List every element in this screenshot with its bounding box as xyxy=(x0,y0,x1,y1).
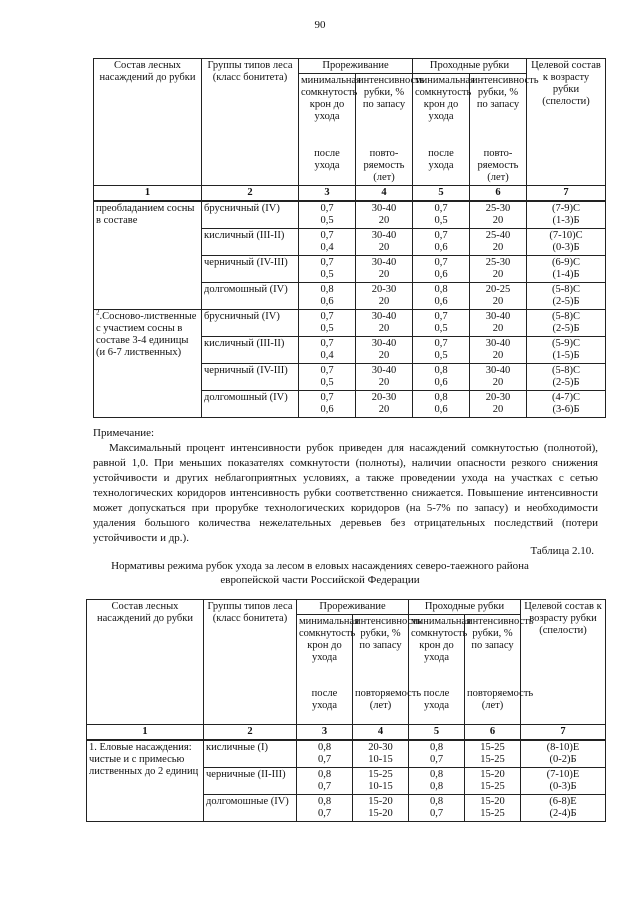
intensity-cell xyxy=(470,363,527,390)
page-number: 90 xyxy=(314,19,326,31)
min-density-cell xyxy=(409,768,465,795)
intensity-cell xyxy=(465,768,521,795)
intensity-cell-value: 15-20 xyxy=(480,796,505,807)
min-density-cell-value: 0,8 xyxy=(429,742,444,753)
min-density-cell-value: 0,7 xyxy=(434,310,448,322)
min-density-cell xyxy=(299,363,356,390)
group-label-cell: 1. Еловые насаждения: чистые и с примесью лиственных до 2 единиц xyxy=(87,740,204,822)
min-density-cell xyxy=(299,255,356,282)
target-composition-cell-value: (1-4)Б xyxy=(552,268,580,280)
intensity-cell-value: 30-40 xyxy=(371,364,397,376)
intensity-cell-value: 10-15 xyxy=(368,754,393,765)
min-density-cell-value: 0,4 xyxy=(320,349,334,361)
target-composition-cell xyxy=(527,363,606,390)
after-care-header: после ухода xyxy=(299,147,356,186)
note-block xyxy=(93,426,598,546)
min-density-cell-value: 0,5 xyxy=(434,349,448,361)
min-density-cell-value: 0,7 xyxy=(320,364,334,376)
min-density-cell-value: 0,5 xyxy=(320,376,334,388)
target-composition-cell xyxy=(527,390,606,417)
min-density-cell xyxy=(297,768,353,795)
target-composition-cell xyxy=(527,228,606,255)
intensity-cell-value: 20-25 xyxy=(485,283,511,295)
intensity-header: интенсивность рубки, % по запасу xyxy=(353,615,409,687)
intensity-cell-value: 25-40 xyxy=(485,229,511,241)
min-density-cell-value: 0,7 xyxy=(320,256,334,268)
note-paragraph: Максимальный процент интенсивности рубок приведен для насаждений сомкнутостью (полнотой), равной 1,0. При меньших показателях сомкнутости (полноты), наличии опасности резкого снижения устойчивости и других неблагоприятных условиях, а также проведении ухода на участках с сетью технологических коридоров интенсивность рубки соответственно снижается. Повышение интенсивности может допускаться при прорубке технологических коридоров (на 5-7% по запасу) и необходимости удаления большого количества нежелательных деревьев без отрицательных последствий (потери устойчивости и др.). xyxy=(93,442,598,544)
min-density-cell-value: 0,8 xyxy=(317,769,332,780)
repeat-header: повто-ряемость (лет) xyxy=(470,147,527,186)
target-composition-cell xyxy=(527,201,606,229)
min-density-cell-value: 0,8 xyxy=(320,283,334,295)
col-number: 6 xyxy=(465,725,521,741)
table2-header xyxy=(87,600,606,741)
col-target-header: Целевой состав к возрасту рубки (спелости) xyxy=(527,59,606,186)
intensity-cell-value: 30-40 xyxy=(371,202,397,214)
intensity-cell-value: 20 xyxy=(492,214,504,226)
min-density-cell-value: 0,7 xyxy=(320,202,334,214)
min-density-cell xyxy=(299,309,356,336)
intensity-cell-value: 15-25 xyxy=(480,742,505,753)
intensity-cell-value: 20 xyxy=(378,295,390,307)
table2-body xyxy=(87,740,606,822)
intensity-cell xyxy=(356,255,413,282)
target-composition-cell-value: (8-10)Е xyxy=(546,742,580,753)
min-density-cell-value: 0,6 xyxy=(434,241,448,253)
target-composition-cell-value: (6-9)С xyxy=(552,256,580,268)
min-density-header: минимальная сомкнутость крон до ухода xyxy=(299,74,356,147)
intensity-cell-value: 20 xyxy=(378,403,390,415)
intensity-cell-value: 20-30 xyxy=(371,391,397,403)
col-number: 2 xyxy=(204,725,297,741)
intensity-cell xyxy=(470,282,527,309)
min-density-cell xyxy=(297,795,353,822)
intensity-cell-value: 10-15 xyxy=(368,781,393,792)
forest-type-cell: кисличные (I) xyxy=(204,740,297,768)
forest-type-cell: черничные (II-III) xyxy=(204,768,297,795)
min-density-cell-value: 0,8 xyxy=(429,796,444,807)
target-composition-cell-value: (4-7)С xyxy=(552,391,580,403)
col-number: 5 xyxy=(413,185,470,201)
intensity-header: интенсивность рубки, % по запасу xyxy=(356,74,413,147)
target-composition-cell-value: (2-4)Б xyxy=(549,808,577,819)
min-density-cell-value: 0,7 xyxy=(429,754,444,765)
intensity-cell xyxy=(353,768,409,795)
intensity-cell-value: 30-40 xyxy=(485,310,511,322)
intensity-cell xyxy=(356,282,413,309)
min-density-cell xyxy=(413,390,470,417)
target-composition-cell xyxy=(521,795,606,822)
target-composition-cell xyxy=(527,309,606,336)
forest-type-cell: брусничный (IV) xyxy=(202,309,299,336)
min-density-cell-value: 0,4 xyxy=(320,241,334,253)
intensity-cell-value: 20 xyxy=(378,322,390,334)
intensity-cell xyxy=(356,201,413,229)
target-composition-cell xyxy=(521,768,606,795)
intensity-cell xyxy=(465,795,521,822)
min-density-cell-value: 0,6 xyxy=(320,403,334,415)
table-row xyxy=(94,309,606,336)
target-composition-cell-value: (5-8)С xyxy=(552,283,580,295)
min-density-cell xyxy=(299,282,356,309)
min-density-cell-value: 0,6 xyxy=(320,295,334,307)
min-density-cell xyxy=(413,282,470,309)
target-composition-cell-value: (5-9)С xyxy=(552,337,580,349)
min-density-cell-value: 0,5 xyxy=(320,268,334,280)
intensity-cell-value: 15-20 xyxy=(368,808,393,819)
min-density-cell xyxy=(413,309,470,336)
min-density-cell-value: 0,8 xyxy=(429,769,444,780)
target-composition-cell-value: (0-3)Б xyxy=(552,241,580,253)
forest-type-cell: черничный (IV-III) xyxy=(202,255,299,282)
target-composition-cell-value: (1-5)Б xyxy=(552,349,580,361)
min-density-cell-value: 0,8 xyxy=(317,796,332,807)
intensity-cell xyxy=(470,336,527,363)
target-composition-cell-value: (0-2)Б xyxy=(549,754,577,765)
intensity-cell-value: 30-40 xyxy=(371,229,397,241)
min-density-cell-value: 0,6 xyxy=(434,376,448,388)
after-care-header: после ухода xyxy=(297,687,353,725)
intensity-cell xyxy=(353,740,409,768)
min-density-cell xyxy=(299,390,356,417)
repeat-header: повторяемость (лет) xyxy=(465,687,521,725)
col-passing-header: Проходные рубки xyxy=(413,59,527,74)
min-density-header: минимальная сомкнутость крон до ухода xyxy=(297,615,353,687)
min-density-cell-value: 0,7 xyxy=(320,310,334,322)
intensity-cell xyxy=(356,363,413,390)
note-title: Примечание: xyxy=(93,427,155,439)
intensity-cell xyxy=(353,795,409,822)
intensity-header: интенсивность рубки, % по запасу xyxy=(470,74,527,147)
col-number: 1 xyxy=(87,725,204,741)
intensity-cell xyxy=(356,309,413,336)
forest-type-cell: долгомошный (IV) xyxy=(202,390,299,417)
forest-type-cell: брусничный (IV) xyxy=(202,201,299,229)
group-label: преобладанием сосны в составе xyxy=(96,202,195,226)
intensity-cell-value: 20 xyxy=(492,241,504,253)
min-density-cell-value: 0,7 xyxy=(317,808,332,819)
table1-body xyxy=(94,201,606,418)
intensity-cell-value: 15-25 xyxy=(480,808,505,819)
intensity-cell-value: 25-30 xyxy=(485,256,511,268)
min-density-cell-value: 0,7 xyxy=(434,337,448,349)
intensity-cell-value: 15-25 xyxy=(368,769,393,780)
col-number: 4 xyxy=(356,185,413,201)
intensity-cell-value: 30-40 xyxy=(485,364,511,376)
min-density-cell-value: 0,8 xyxy=(434,283,448,295)
intensity-cell-value: 30-40 xyxy=(371,310,397,322)
intensity-cell-value: 20 xyxy=(378,214,390,226)
min-density-cell xyxy=(297,740,353,768)
intensity-cell xyxy=(356,390,413,417)
min-density-cell xyxy=(413,363,470,390)
target-composition-cell-value: (2-5)Б xyxy=(552,295,580,307)
after-care-header: после ухода xyxy=(409,687,465,725)
min-density-cell xyxy=(299,201,356,229)
target-composition-cell-value: (3-6)Б xyxy=(552,403,580,415)
min-density-cell-value: 0,8 xyxy=(429,781,444,792)
forest-type-cell: долгомошные (IV) xyxy=(204,795,297,822)
col-number: 3 xyxy=(299,185,356,201)
target-composition-cell-value: (7-10)Е xyxy=(546,769,580,780)
target-composition-cell-value: (7-10)С xyxy=(549,229,583,241)
intensity-cell-value: 20 xyxy=(378,349,390,361)
min-density-cell xyxy=(413,255,470,282)
col-number: 7 xyxy=(521,725,606,741)
footnote-marker: 2 xyxy=(96,308,100,316)
group-label-cell xyxy=(94,201,202,310)
intensity-cell-value: 20 xyxy=(378,376,390,388)
col-target-header: Целевой состав к возрасту рубки (спелости) xyxy=(521,600,606,725)
min-density-cell-value: 0,7 xyxy=(317,781,332,792)
target-composition-cell-value: (2-5)Б xyxy=(552,376,580,388)
table-spruce-thinning xyxy=(86,599,606,822)
intensity-cell-value: 20-30 xyxy=(371,283,397,295)
target-composition-cell xyxy=(527,336,606,363)
table-row xyxy=(94,201,606,229)
table1-header xyxy=(94,59,606,201)
col-forest-types-header: Группы типов леса (класс бонитета) xyxy=(202,59,299,186)
target-composition-cell-value: (5-8)С xyxy=(552,364,580,376)
forest-type-cell: кисличный (III-II) xyxy=(202,336,299,363)
min-density-cell-value: 0,5 xyxy=(434,322,448,334)
intensity-cell-value: 20 xyxy=(492,322,504,334)
min-density-cell-value: 0,7 xyxy=(434,229,448,241)
intensity-cell-value: 20 xyxy=(492,349,504,361)
intensity-cell xyxy=(470,255,527,282)
group-label: .Сосново-лиственные с участием сосны в составе 3-4 единицы (и 6-7 лиственных) xyxy=(96,310,197,358)
min-density-cell xyxy=(299,336,356,363)
intensity-cell xyxy=(356,228,413,255)
intensity-cell-value: 20 xyxy=(378,241,390,253)
intensity-cell xyxy=(470,228,527,255)
intensity-cell-value: 20 xyxy=(492,376,504,388)
col-number: 4 xyxy=(353,725,409,741)
target-composition-cell-value: (7-9)С xyxy=(552,202,580,214)
target-composition-cell-value: (0-3)Б xyxy=(549,781,577,792)
forest-type-cell: черничный (IV-III) xyxy=(202,363,299,390)
intensity-cell-value: 30-40 xyxy=(485,337,511,349)
col-number: 1 xyxy=(94,185,202,201)
min-density-cell xyxy=(413,228,470,255)
min-density-cell-value: 0,8 xyxy=(434,364,448,376)
min-density-cell xyxy=(413,201,470,229)
intensity-cell-value: 20 xyxy=(378,268,390,280)
target-composition-cell-value: (2-5)Б xyxy=(552,322,580,334)
min-density-cell-value: 0,5 xyxy=(320,214,334,226)
group-label-cell xyxy=(94,309,202,417)
intensity-cell xyxy=(470,309,527,336)
col-number: 2 xyxy=(202,185,299,201)
intensity-cell-value: 15-25 xyxy=(480,754,505,765)
min-density-cell xyxy=(409,740,465,768)
target-composition-cell xyxy=(527,255,606,282)
target-composition-cell xyxy=(527,282,606,309)
min-density-cell-value: 0,7 xyxy=(320,229,334,241)
min-density-cell-value: 0,7 xyxy=(320,391,334,403)
intensity-cell-value: 15-20 xyxy=(480,769,505,780)
min-density-header: минимальная сомкнутость крон до ухода xyxy=(413,74,470,147)
intensity-cell-value: 20-30 xyxy=(485,391,511,403)
table-pine-thinning xyxy=(93,58,606,418)
target-composition-cell xyxy=(521,740,606,768)
intensity-cell-value: 15-20 xyxy=(368,796,393,807)
min-density-cell-value: 0,7 xyxy=(320,337,334,349)
col-passing-header: Проходные рубки xyxy=(409,600,521,615)
table-row xyxy=(87,740,606,768)
min-density-cell-value: 0,6 xyxy=(434,295,448,307)
repeat-header: повторяемость (лет) xyxy=(353,687,409,725)
table2-label: Таблица 2.10. xyxy=(530,545,594,557)
intensity-cell xyxy=(356,336,413,363)
intensity-cell-value: 15-25 xyxy=(480,781,505,792)
intensity-cell xyxy=(465,740,521,768)
min-density-cell xyxy=(409,795,465,822)
intensity-cell-value: 20 xyxy=(492,295,504,307)
col-forest-types-header: Группы типов леса (класс бонитета) xyxy=(204,600,297,725)
min-density-cell xyxy=(299,228,356,255)
min-density-cell-value: 0,7 xyxy=(317,754,332,765)
col-thinning-header: Прореживание xyxy=(297,600,409,615)
min-density-cell-value: 0,7 xyxy=(429,808,444,819)
table2-title: Нормативы режима рубок ухода за лесом в еловых насаждениях северо-таежного района европейской части Российской Федерации xyxy=(111,560,529,586)
min-density-cell-value: 0,8 xyxy=(434,391,448,403)
min-density-cell-value: 0,8 xyxy=(317,742,332,753)
intensity-cell-value: 25-30 xyxy=(485,202,511,214)
min-density-cell-value: 0,5 xyxy=(320,322,334,334)
repeat-header: повто-ряемость (лет) xyxy=(356,147,413,186)
forest-type-cell: кисличный (III-II) xyxy=(202,228,299,255)
intensity-cell xyxy=(470,201,527,229)
intensity-cell-value: 20-30 xyxy=(368,742,393,753)
intensity-cell xyxy=(470,390,527,417)
col-number: 6 xyxy=(470,185,527,201)
target-composition-cell-value: (5-8)С xyxy=(552,310,580,322)
forest-type-cell: долгомошный (IV) xyxy=(202,282,299,309)
after-care-header: после ухода xyxy=(413,147,470,186)
intensity-cell-value: 20 xyxy=(492,268,504,280)
min-density-cell-value: 0,6 xyxy=(434,268,448,280)
col-composition-header: Состав лесных насаждений до рубки xyxy=(94,59,202,186)
intensity-cell-value: 30-40 xyxy=(371,256,397,268)
col-number: 7 xyxy=(527,185,606,201)
min-density-header: минимальная сомкнутость крон до ухода xyxy=(409,615,465,687)
min-density-cell xyxy=(413,336,470,363)
min-density-cell-value: 0,7 xyxy=(434,202,448,214)
min-density-cell-value: 0,6 xyxy=(434,403,448,415)
intensity-cell-value: 30-40 xyxy=(371,337,397,349)
col-number: 5 xyxy=(409,725,465,741)
target-composition-cell-value: (1-3)Б xyxy=(552,214,580,226)
col-thinning-header: Прореживание xyxy=(299,59,413,74)
min-density-cell-value: 0,7 xyxy=(434,256,448,268)
min-density-cell-value: 0,5 xyxy=(434,214,448,226)
col-number: 3 xyxy=(297,725,353,741)
intensity-header: интенсивность рубки, % по запасу xyxy=(465,615,521,687)
intensity-cell-value: 20 xyxy=(492,403,504,415)
target-composition-cell-value: (6-8)Е xyxy=(549,796,577,807)
col-composition-header: Состав лесных насаждений до рубки xyxy=(87,600,204,725)
